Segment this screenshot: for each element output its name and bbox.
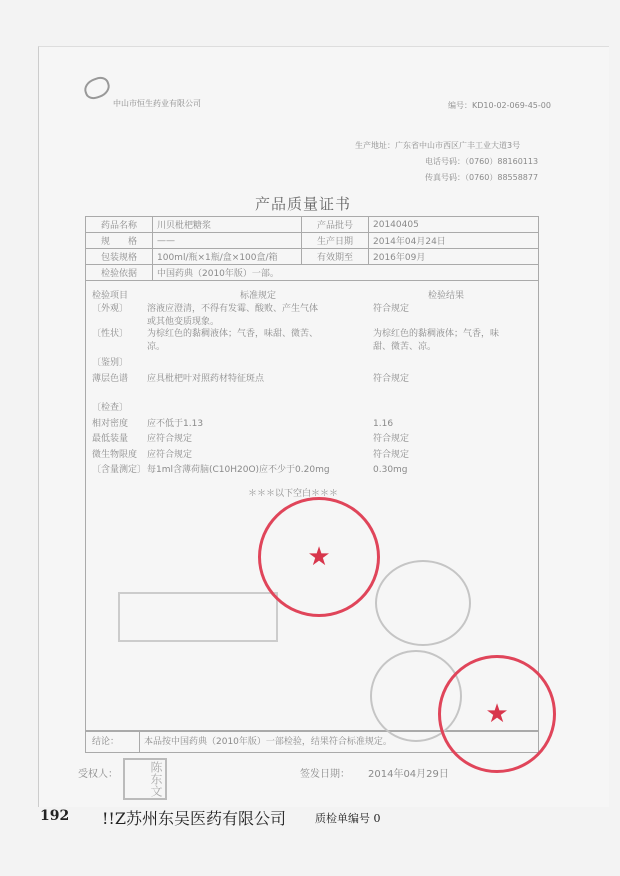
expiry-date: 2016年09月 [369, 249, 539, 265]
test-item: 〔检查〕 [92, 403, 129, 413]
test-result: 为棕红色的黏稠液体；气香，味 [373, 329, 500, 339]
test-item: 〔性状〕 [92, 329, 129, 339]
test-result: 0.30mg [373, 465, 408, 475]
test-item: 〔外观〕 [92, 304, 129, 314]
test-std-cont: 凉。 [147, 342, 166, 352]
test-std-cont: 或其他变质现象。 [147, 317, 220, 327]
test-result: 1.16 [373, 419, 394, 429]
bottom-company: !!Z苏州东吴医药有限公司 [102, 809, 286, 828]
address: 生产地址：广东省中山市西区广丰工业大道3号 [355, 141, 521, 150]
test-result: 符合规定 [373, 374, 410, 384]
package-spec: 100ml/瓶×1瓶/盒×100盒/箱 [153, 249, 302, 265]
grey-round-stamp [375, 560, 471, 646]
spec: —— [153, 233, 302, 249]
grey-rect-stamp [118, 592, 278, 642]
test-std: 应不低于1.13 [147, 419, 204, 429]
test-item: 微生物限度 [92, 450, 138, 460]
test-result: 符合规定 [373, 304, 410, 314]
test-std: 应具枇杷叶对照药材特征斑点 [147, 374, 265, 384]
test-basis: 中国药典（2010年版）一部。 [153, 265, 539, 281]
page-number: 192 [40, 808, 70, 824]
label: 生产日期 [302, 233, 369, 249]
test-item: 薄层色谱 [92, 374, 129, 384]
test-item: 〔含量测定〕 [92, 465, 147, 475]
divider [139, 731, 140, 753]
label: 药品名称 [86, 217, 153, 233]
end-mark: ＊＊＊以下空白＊＊＊ [248, 489, 339, 499]
issue-label: 签发日期： [300, 769, 350, 780]
test-std: 每1ml含薄荷脑(C10H20O)应不少于0.20mg [147, 465, 330, 475]
label: 规 格 [86, 233, 153, 249]
phone: 电话号码：（0760）88160113 [425, 157, 539, 166]
label: 包装规格 [86, 249, 153, 265]
doc-number: 编号：KD10-02-069-45-00 [448, 101, 551, 110]
batch-number: 20140405 [369, 217, 539, 233]
authorized-label: 受权人： [78, 769, 118, 780]
header-result: 检验结果 [428, 291, 465, 301]
test-std: 为棕红色的黏稠液体；气香，味甜、微苦、 [147, 329, 319, 339]
test-result: 符合规定 [373, 434, 410, 444]
conclusion-text: 本品按中国药典（2010年版）一部检验，结果符合标准规定。 [144, 737, 392, 747]
red-seal-stamp: ★ [438, 655, 556, 773]
label: 有效期至 [302, 249, 369, 265]
company-name: 中山市恒生药业有限公司 [113, 99, 201, 108]
header-standard: 标准规定 [240, 291, 277, 301]
test-item: 〔鉴别〕 [92, 358, 129, 368]
issue-date: 2014年04月29日 [368, 769, 449, 780]
label: 产品批号 [302, 217, 369, 233]
test-result-cont: 甜、微苦、凉。 [373, 342, 437, 352]
label: 检验依据 [86, 265, 153, 281]
test-result: 符合规定 [373, 450, 410, 460]
fax: 传真号码：（0760）88558877 [425, 173, 539, 182]
product-info-table [85, 216, 539, 281]
test-std: 应符合规定 [147, 450, 193, 460]
test-item: 最低装量 [92, 434, 129, 444]
conclusion-label: 结论： [92, 737, 120, 747]
test-item: 相对密度 [92, 419, 129, 429]
test-std: 溶液应澄清，不得有发霉、酸败、产生气体 [147, 304, 319, 314]
test-std: 应符合规定 [147, 434, 193, 444]
signer-seal: 陈东文 [123, 758, 167, 800]
page-title: 产品质量证书 [255, 195, 352, 213]
header-item: 检验项目 [92, 291, 129, 301]
mfg-date: 2014年04月24日 [369, 233, 539, 249]
drug-name: 川贝枇杷糖浆 [153, 217, 302, 233]
qc-number-label: 质检单编号 0 [315, 812, 381, 825]
red-seal-stamp: ★ [258, 497, 380, 617]
